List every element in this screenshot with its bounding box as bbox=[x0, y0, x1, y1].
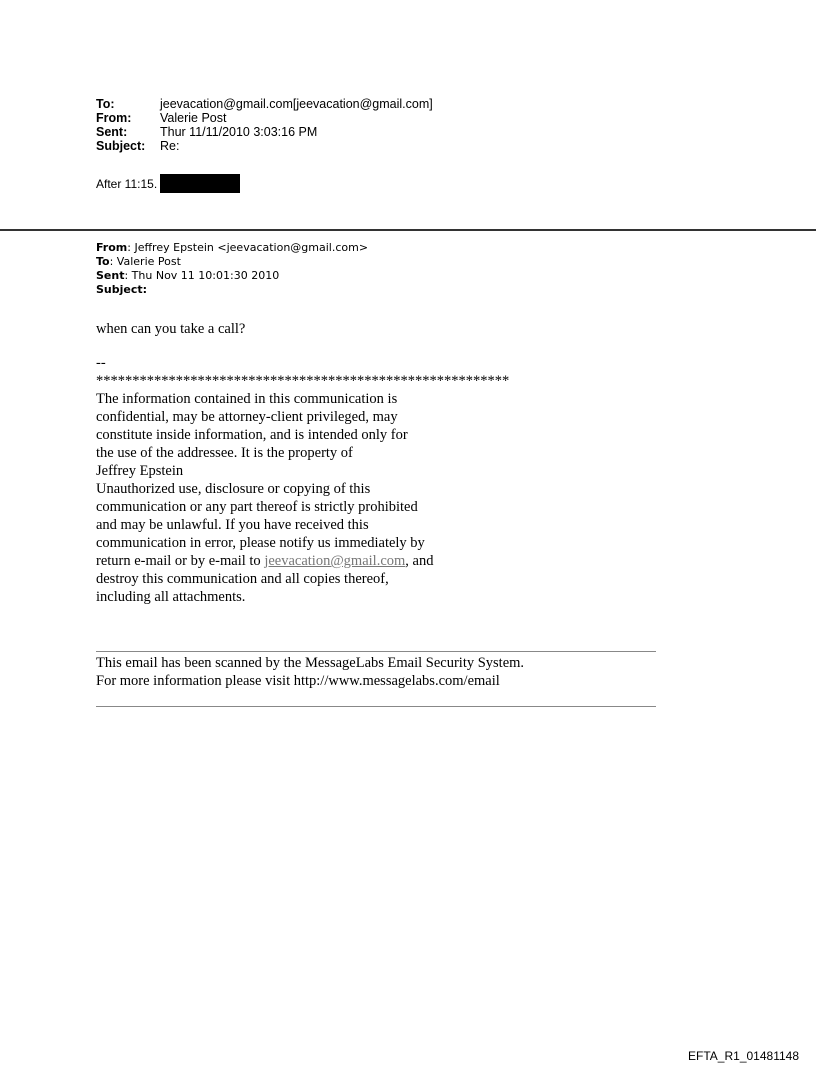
return-prefix: return e-mail or by e-mail to bbox=[96, 553, 265, 569]
disclaimer-line: constitute inside information, and is intended only for bbox=[96, 427, 408, 443]
sent-value: Thur 11/11/2010 3:03:16 PM bbox=[160, 125, 318, 139]
disclaimer-line: the use of the addressee. It is the property of bbox=[96, 445, 353, 461]
to-value: jeevacation@gmail.com[jeevacation@gmail.com] bbox=[160, 97, 433, 111]
to-row bbox=[96, 97, 433, 111]
return-suffix: , and bbox=[405, 553, 434, 569]
fwd-subject-row bbox=[96, 283, 368, 297]
disclaimer-line: confidential, may be attorney-client privileged, may bbox=[96, 409, 398, 425]
fwd-sent-value: : Thu Nov 11 10:01:30 2010 bbox=[124, 269, 280, 282]
from-row bbox=[96, 111, 433, 125]
sent-row bbox=[96, 125, 433, 139]
disclaimer-line: Unauthorized use, disclosure or copying of this bbox=[96, 481, 371, 497]
scan-line-2: For more information please visit http://www.messagelabs.com/email bbox=[96, 673, 500, 689]
disclaimer-line: and may be unlawful. If you have received this bbox=[96, 517, 369, 533]
fwd-to-label: To bbox=[96, 255, 110, 268]
fwd-sent-label: Sent bbox=[96, 269, 125, 282]
fwd-to-row bbox=[96, 255, 368, 269]
reply-text: After 11:15. bbox=[96, 176, 158, 191]
scan-bottom-rule bbox=[96, 706, 656, 707]
fwd-from-label: From bbox=[96, 241, 128, 254]
document-id: EFTA_R1_01481148 bbox=[688, 1049, 799, 1063]
disclaimer-line: The information contained in this communication is bbox=[96, 391, 398, 407]
disclaimer-line: communication or any part thereof is strictly prohibited bbox=[96, 499, 418, 515]
separator-line bbox=[0, 229, 816, 231]
fwd-from-row bbox=[96, 241, 368, 255]
redaction-box bbox=[160, 174, 240, 193]
from-label: From: bbox=[96, 111, 132, 125]
fwd-subject-value: : bbox=[142, 283, 148, 296]
scan-notice bbox=[96, 654, 524, 690]
scan-top-rule bbox=[96, 651, 656, 652]
sent-label: Sent: bbox=[96, 125, 128, 139]
to-label: To: bbox=[96, 97, 115, 111]
closing-line: including all attachments. bbox=[96, 589, 246, 605]
subject-label: Subject: bbox=[96, 139, 146, 153]
email-link[interactable]: jeevacation@gmail.com bbox=[264, 553, 406, 569]
signature-stars: ********************************************************* bbox=[96, 373, 510, 389]
disclaimer-return-line bbox=[96, 552, 656, 570]
message-body bbox=[96, 320, 656, 606]
fwd-sent-row bbox=[96, 269, 368, 283]
subject-row bbox=[96, 139, 433, 153]
reply-text-row bbox=[96, 174, 240, 193]
fwd-subject-label: Subject bbox=[96, 283, 143, 296]
message-text: when can you take a call? bbox=[96, 321, 246, 337]
scan-line-1: This email has been scanned by the MessageLabs Email Security System. bbox=[96, 655, 525, 671]
signature-dash: -- bbox=[96, 355, 106, 371]
closing-line: destroy this communication and all copies thereof, bbox=[96, 571, 389, 587]
forwarded-header bbox=[96, 241, 368, 297]
from-value: Valerie Post bbox=[160, 111, 227, 125]
fwd-from-value: : Jeffrey Epstein <jeevacation@gmail.com> bbox=[127, 241, 369, 254]
fwd-to-value: : Valerie Post bbox=[109, 255, 181, 268]
disclaimer-line: communication in error, please notify us immediately by bbox=[96, 535, 425, 551]
email-header bbox=[96, 97, 433, 153]
disclaimer-line: Jeffrey Epstein bbox=[96, 463, 184, 479]
subject-value: Re: bbox=[160, 139, 180, 153]
